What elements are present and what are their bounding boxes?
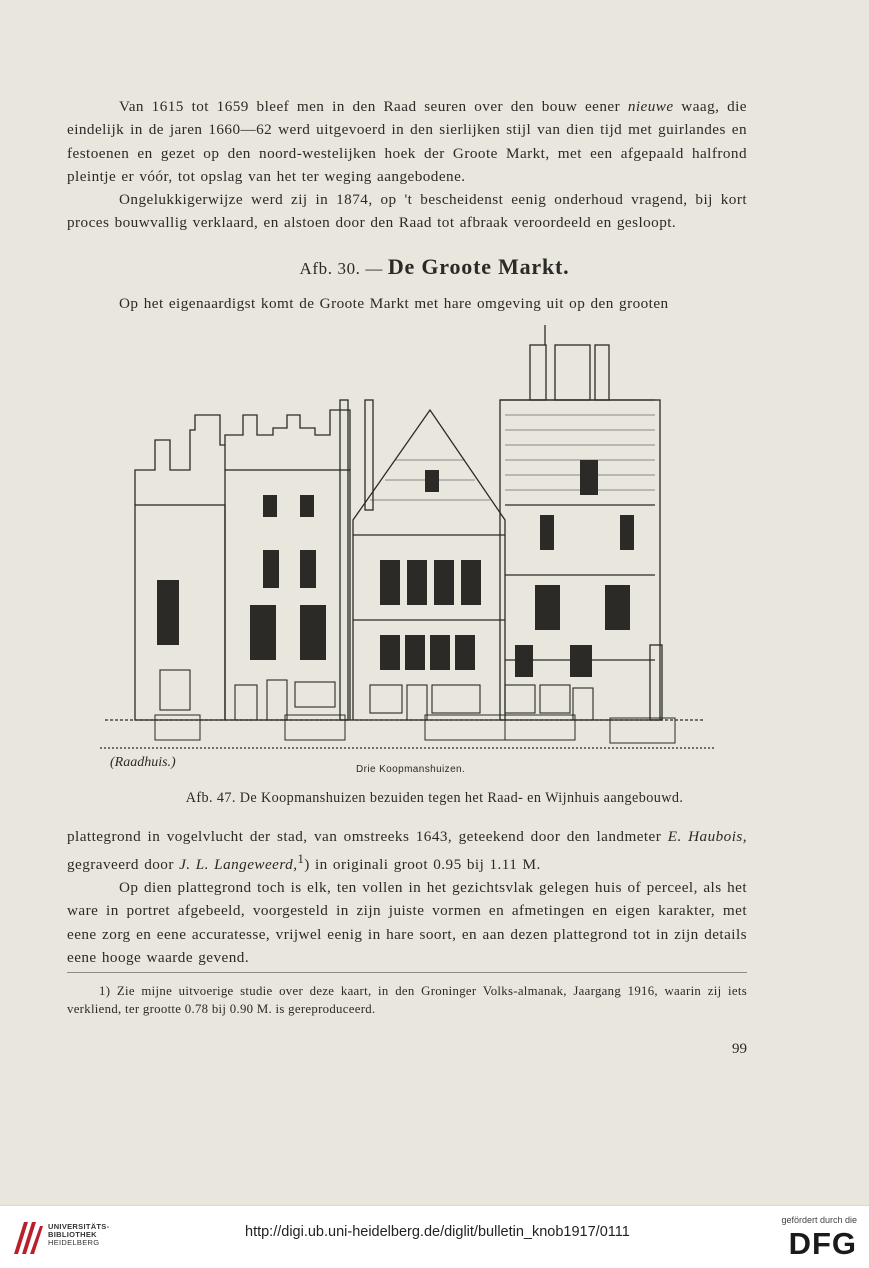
paragraph-waag-text-cont: waag, die eindelijk in de jaren 1660—62 werd uitgevoerd in den sierlijken stijl van dien tijd met guirlandes en festoenen en gezet op den noord-westelijken hoek der Groote Markt, met een afgepaald halfrond pleintje er vóór, tot opslag van het ter weging aangebodene. (67, 98, 747, 185)
footnote-text: 1) Zie mijne uitvoerige studie over deze kaart, in den Groninger Volks-almanak, Jaargang 1916, waarin zij iets verkliend, ter grootte 0.78 bij 0.90 M. is gereproduceerd. (67, 984, 747, 1016)
artist-signature: (Raadhuis.) (110, 755, 176, 770)
paragraph-waag (67, 95, 747, 188)
plattegrond-text-f: ) in originali groot 0.95 bij 1.11 M. (304, 856, 541, 874)
library-name (48, 1223, 109, 1247)
italic-haubois: E. Haubois, (667, 828, 748, 845)
figure-caption: Afb. 47. De Koopmanshuizen bezuiden tegen het Raad- en Wijnhuis aangebouwd. (185, 790, 684, 806)
footnote (67, 982, 747, 1018)
italic-langeweerd: J. L. Langeweerd, (179, 856, 298, 874)
paragraph-plattegrond (67, 825, 747, 877)
intro-line-text: Op het eigenaardigst komt de Groote Markt met hare omgeving uit op den grooten (119, 295, 669, 312)
heading-prefix: Afb. 30. — (299, 259, 383, 278)
footnote-divider (67, 972, 747, 973)
plattegrond-text-c: gegraveerd door (67, 856, 180, 874)
paragraph-waag-text: Van 1615 tot 1659 bleef men in den Raad seuren over den bouw eener (119, 98, 628, 115)
paragraph-afbraak-text: Ongelukkigerwijze werd zij in 1874, op 't bescheidenst eenig onderhoud vragend, bij kort proces bouwvallig verklaard, en alstoen door den Raad tot afbraak veroordeeld en gesloopt. (67, 191, 747, 232)
plattegrond-text-a: plattegrond in vogelvlucht der stad, van omstreeks 1643, geteekend door den landmeter (67, 828, 668, 845)
library-line-3: HEIDELBERG (48, 1238, 100, 1247)
library-line-1: UNIVERSITÄTS- (48, 1222, 110, 1231)
page-number: 99 (732, 1041, 747, 1057)
heading-title: De Groote Markt. (387, 254, 570, 279)
paragraph-afbraak (67, 188, 747, 235)
permalink-url[interactable]: http://digi.ub.uni-heidelberg.de/diglit/bulletin_knob1917/0111 (245, 1224, 630, 1240)
figure-label: Drie Koopmanshuizen. (356, 764, 466, 775)
dfg-logo[interactable]: DFG (788, 1226, 857, 1261)
library-line-2: BIBLIOTHEK (48, 1230, 97, 1239)
funding-note: gefördert durch die (781, 1215, 857, 1225)
paragraph-portret (67, 876, 747, 969)
viewer-footer (0, 1205, 869, 1268)
intro-line (67, 292, 747, 315)
footnote-marker: 1 (297, 852, 305, 867)
paragraph-portret-text: Op dien plattegrond toch is elk, ten vollen in het gezichtsvlak gelegen huis of perceel, als het ware in portret afgebeeld, voorgesteld in zijn juiste vormen en afmetingen en eigen karakter, met eene zorg en eene accuratesse, vrijwel eenig in hare soort, en aan dezen plattegrond tot in zijn details eene hooge waarde gevend. (67, 879, 747, 966)
section-heading (0, 254, 869, 280)
koopmanshuizen-illustration (95, 320, 725, 780)
italic-nieuwe: nieuwe (627, 98, 674, 115)
